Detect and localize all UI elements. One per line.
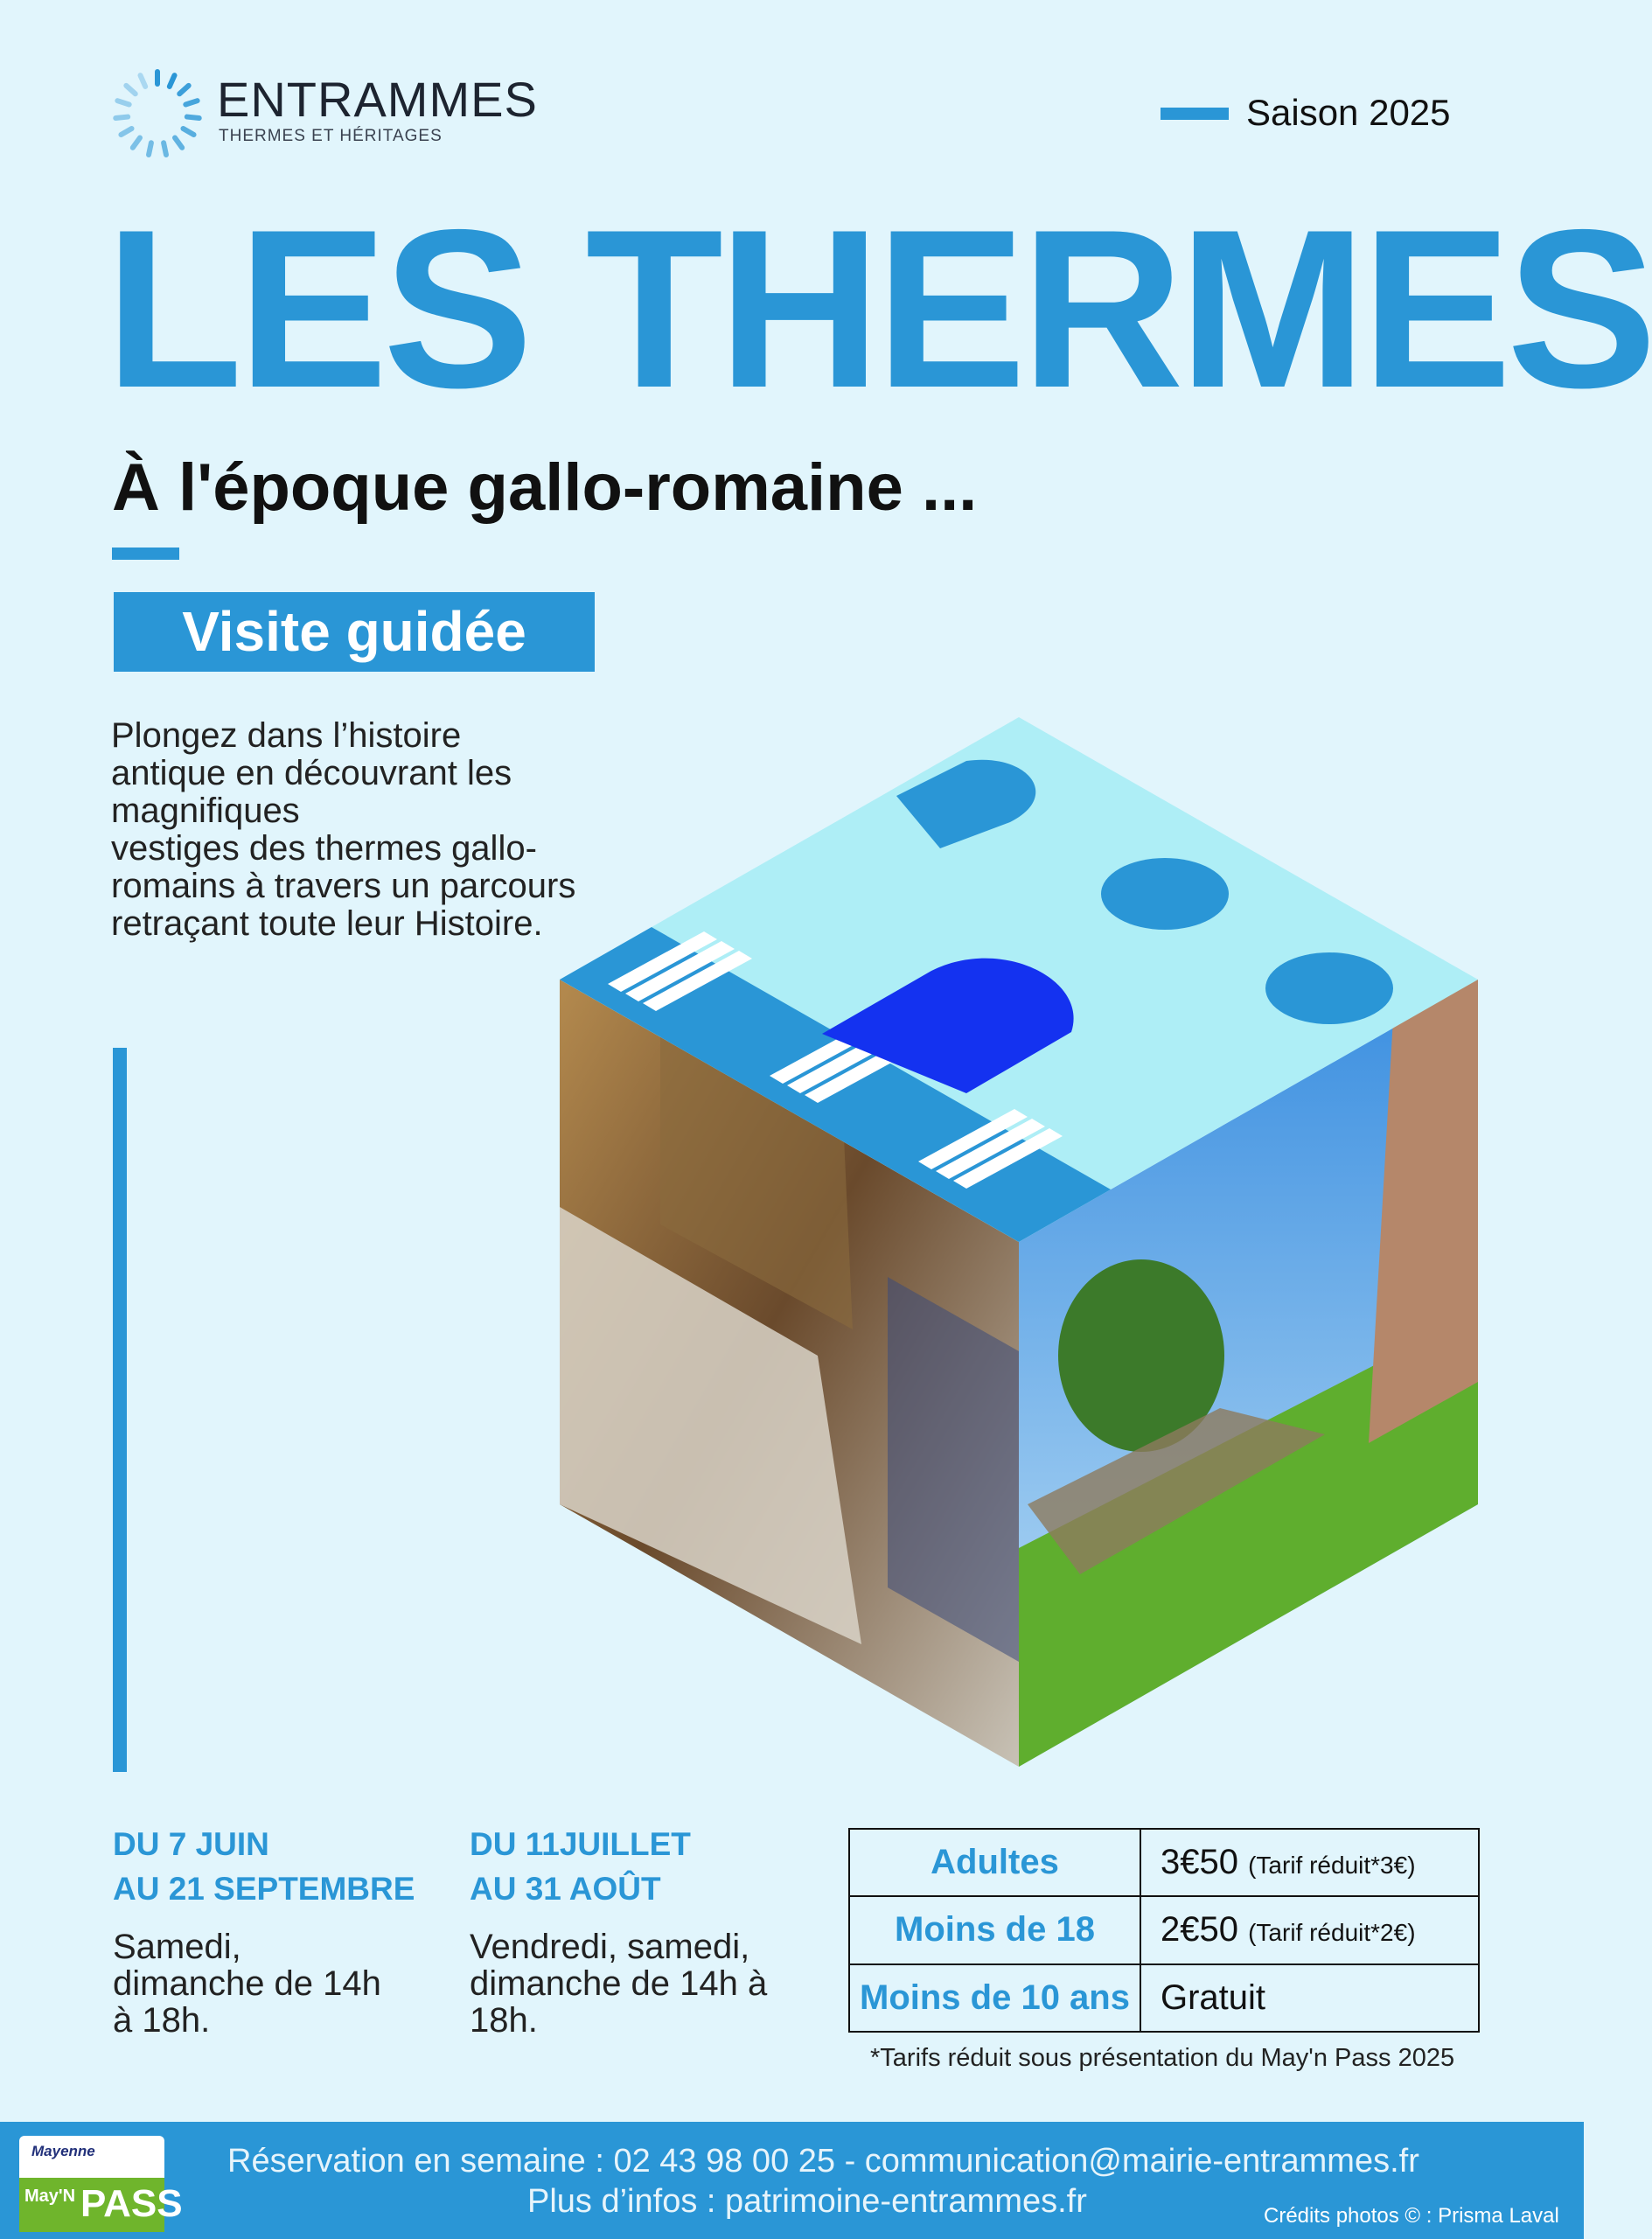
intro-text [111,717,583,943]
date-range-end: AU 21 SEPTEMBRE [113,1871,415,1907]
price-label: Adultes [849,1829,1140,1896]
side-accent-bar [113,1048,127,1772]
table-row [849,1896,1479,1963]
pass-logo-top: Mayenne [31,2143,95,2159]
price-table [848,1828,1480,2033]
entrammes-logo-icon [111,67,204,160]
price-amount: 2€50 [1161,1910,1238,1950]
mayn-pass-logo [19,2136,183,2232]
date-schedule-1: Samedi, dimanche de 14h à 18h. [113,1928,381,2040]
photo-credits: Crédits photos © : Prisma Laval [1264,2204,1559,2228]
logo-subtitle: THERMES ET HÉRITAGES [219,127,443,145]
table-row [849,1964,1479,2032]
season-divider [1161,108,1229,120]
intro-line: vestiges des thermes gallo-romains à travers un parcours retraçant toute leur Histoire. [111,829,576,943]
date-range-end: AU 31 AOÛT [470,1871,661,1907]
subtitle-divider [112,548,179,560]
price-value [1140,1829,1479,1896]
date-range-start: DU 7 JUIN [113,1826,269,1862]
reduced-price: (Tarif réduit*3€) [1248,1852,1416,1880]
price-amount: Gratuit [1161,1977,1266,2017]
pass-logo-may: May'N [24,2187,76,2206]
more-info-link[interactable]: Plus d’infos : patrimoine-entrammes.fr [527,2183,1087,2220]
page-subtitle: À l'époque gallo-romaine ... [112,450,978,525]
price-label: Moins de 10 ans [849,1964,1140,2032]
intro-line: Plongez dans l’histoire antique en découvrant les magnifiques [111,716,512,830]
price-note: *Tarifs réduit sous présentation du May'n Pass 2025 [870,2044,1455,2072]
date-range-1 [113,1822,415,1911]
reduced-price: (Tarif réduit*2€) [1248,1919,1416,1947]
date-schedule-2: Vendredi, samedi, dimanche de 14h à 18h. [470,1928,768,2040]
pass-logo-pass: PASS [80,2182,183,2225]
season-label: Saison 2025 [1246,92,1451,133]
thermes-cube-illustration [555,717,1482,1775]
price-amount: 3€50 [1161,1843,1238,1882]
table-row [849,1829,1479,1896]
date-range-start: DU 11JUILLET [470,1826,691,1862]
price-label: Moins de 18 [849,1896,1140,1963]
page-title: LES THERMES [105,182,1652,435]
price-value [1140,1964,1479,2032]
date-range-2 [470,1822,691,1911]
price-value [1140,1896,1479,1963]
logo-name: ENTRAMMES [217,72,538,127]
guided-tour-badge: Visite guidée [114,592,595,672]
reservation-info: Réservation en semaine : 02 43 98 00 25 - communication@mairie-entrammes.fr [227,2143,1419,2180]
